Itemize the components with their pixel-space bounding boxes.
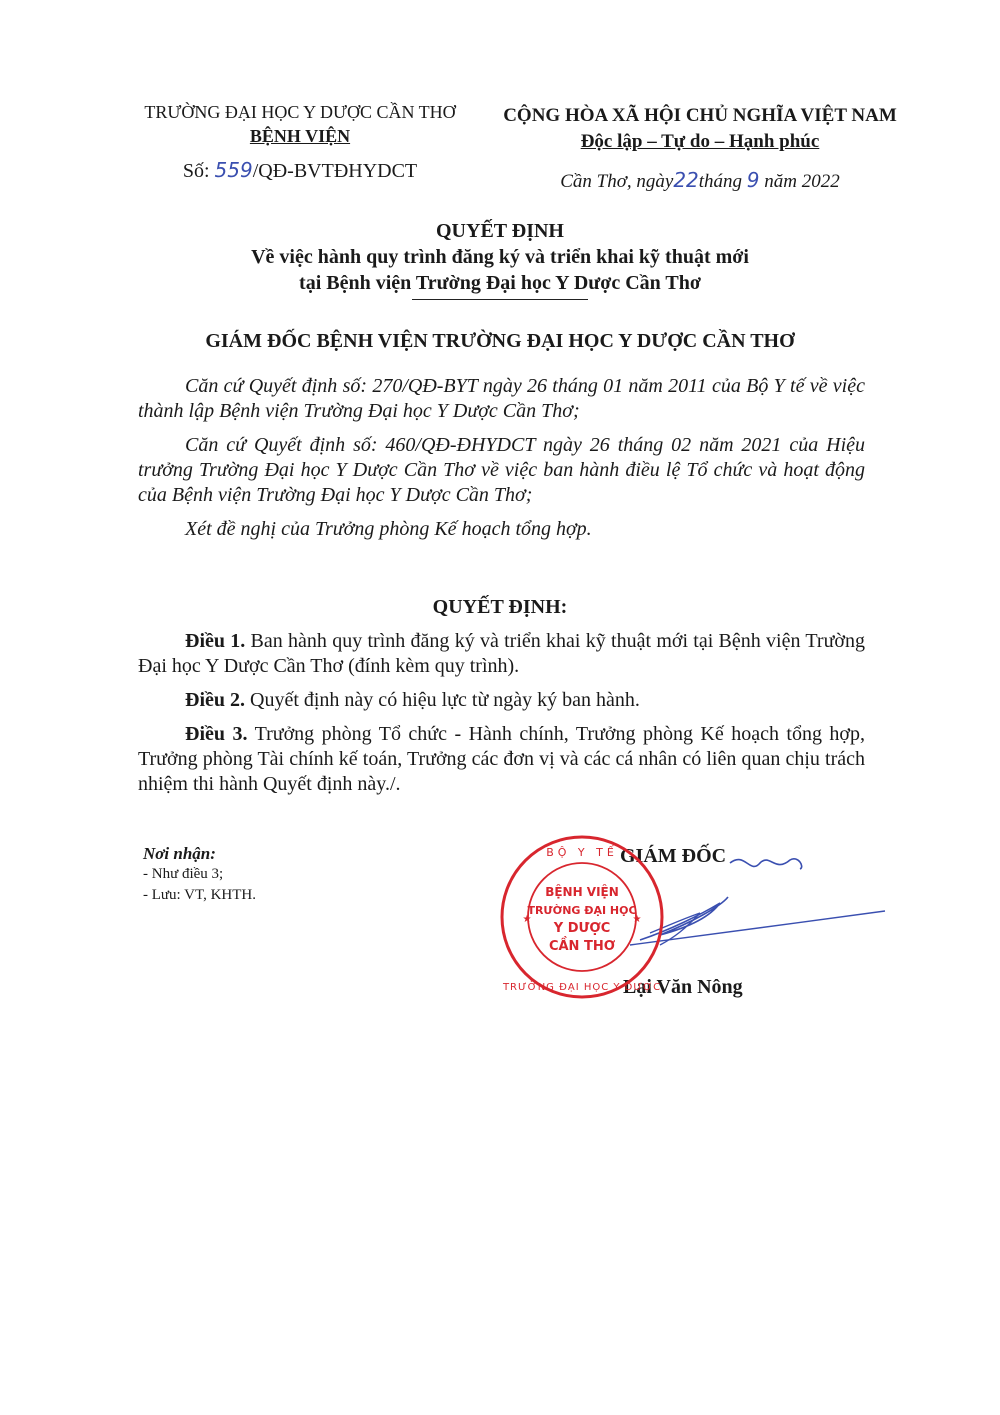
issuing-unit: BỆNH VIỆN <box>249 126 351 146</box>
issue-date <box>490 167 910 195</box>
recipient-item: - Như điều 3; <box>143 866 224 882</box>
decision-subject-line-1: Về việc hành quy trình đăng ký và triển khai kỹ thuật mới <box>251 246 749 268</box>
svg-text:★: ★ <box>522 914 532 925</box>
preamble-item: Căn cứ Quyết định số: 270/QĐ-BYT ngày 26 tháng 01 năm 2011 của Bộ Y tế về việc thành lập Bệnh viện Trường Đại học Y Dược Cần Thơ; <box>138 375 865 422</box>
svg-text:BỘ Y TẾ: BỘ Y TẾ <box>546 846 618 859</box>
decision-subject-line-2: tại Bệnh viện Trường Đại học Y Dược Cần Thơ <box>299 272 701 294</box>
svg-text:TRƯỜNG ĐẠI HỌC: TRƯỜNG ĐẠI HỌC <box>527 904 637 917</box>
month-word: tháng <box>698 171 743 192</box>
svg-text:TRƯỜNG ĐẠI HỌC Y DƯỢC: TRƯỜNG ĐẠI HỌC Y DƯỢC <box>502 982 662 993</box>
signer-name: Lại Văn Nông <box>623 976 743 998</box>
article-label: Điều 2. <box>185 689 245 711</box>
article-label: Điều 1. <box>185 630 246 652</box>
svg-text:Y DƯỢC: Y DƯỢC <box>553 921 611 936</box>
handwritten-month: 9 <box>746 168 760 192</box>
article-text: Ban hành quy trình đăng ký và triển khai kỹ thuật mới tại Bệnh viện Trường Đại học Y Dược Cần Thơ (đính kèm quy trình). <box>138 630 865 677</box>
header-right <box>490 103 910 195</box>
svg-text:CẦN THƠ: CẦN THƠ <box>548 939 616 954</box>
decision-heading: QUYẾT ĐỊNH: <box>432 596 568 618</box>
svg-text:BỆNH VIỆN: BỆNH VIỆN <box>545 885 619 899</box>
year-text: năm 2022 <box>764 171 840 192</box>
recipients <box>143 843 256 906</box>
handwritten-day: 22 <box>673 168 699 192</box>
preamble-item: Căn cứ Quyết định số: 460/QĐ-ĐHYDCT ngày 26 tháng 02 năm 2021 của Hiệu trưởng Trường Đại học Y Dược Cần Thơ về việc ban hành điều lệ Tổ chức và hoạt động của Bệnh viện Trường Đại học Y Dược Cần Thơ; <box>138 434 865 506</box>
article-3 <box>138 722 865 797</box>
article-label: Điều 3. <box>185 723 248 745</box>
svg-text:★: ★ <box>632 914 642 925</box>
articles <box>138 629 865 806</box>
article-text: Quyết định này có hiệu lực từ ngày ký ban hành. <box>245 689 640 711</box>
article-1 <box>138 629 865 679</box>
date-prefix: Cần Thơ, ngày <box>560 171 674 192</box>
preamble <box>138 374 865 551</box>
country-name: CỘNG HÒA XÃ HỘI CHỦ NGHĨA VIỆT NAM <box>503 105 897 126</box>
national-motto: Độc lập – Tự do – Hạnh phúc <box>580 131 820 152</box>
handwritten-number: 559 <box>214 158 253 182</box>
recipient-item: - Lưu: VT, KHTH. <box>143 887 256 903</box>
decision-title: QUYẾT ĐỊNH <box>436 220 564 242</box>
article-2 <box>138 688 865 713</box>
recipients-heading: Nơi nhận: <box>143 844 216 863</box>
authority-heading: GIÁM ĐỐC BỆNH VIỆN TRƯỜNG ĐẠI HỌC Y DƯỢC CẦN THƠ <box>205 330 795 352</box>
signer-title: GIÁM ĐỐC <box>620 845 727 867</box>
document-number <box>120 158 480 183</box>
title-divider <box>412 299 588 300</box>
preamble-item: Xét đề nghị của Trưởng phòng Kế hoạch tổng hợp. <box>185 518 592 540</box>
article-text: Trưởng phòng Tổ chức - Hành chính, Trưởng phòng Kế hoạch tổng hợp, Trưởng phòng Tài chính kế toán, Trưởng các đơn vị và các cá nhân có liên quan chịu trách nhiệm thi hành Quyết định này./. <box>138 723 866 795</box>
number-prefix: Số: <box>182 160 210 182</box>
number-suffix: /QĐ-BVTĐHYDCT <box>252 160 418 182</box>
official-seal <box>497 832 667 1002</box>
issuing-organization: TRƯỜNG ĐẠI HỌC Y DƯỢC CẦN THƠ <box>144 102 456 122</box>
header-left <box>120 100 480 183</box>
